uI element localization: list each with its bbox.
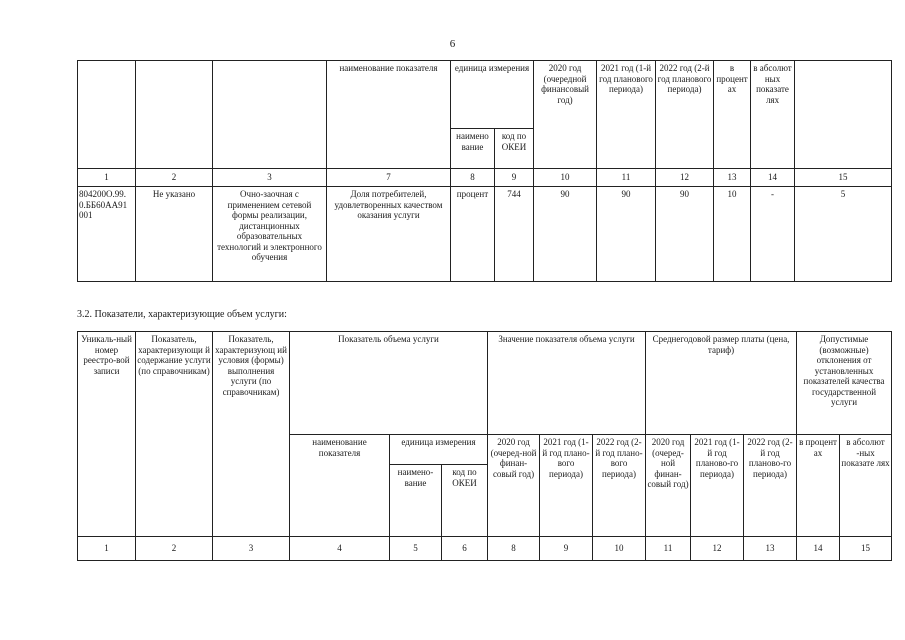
extra-value: 5: [795, 187, 892, 282]
col-number: 8: [451, 169, 495, 187]
value-2020: 90: [534, 187, 597, 282]
col-number: 10: [534, 169, 597, 187]
col-number: 12: [656, 169, 714, 187]
col-number: 2: [136, 169, 213, 187]
header-fee-2020: 2020 год (очеред-ной финан-совый год): [646, 435, 691, 537]
col-number: 11: [646, 537, 691, 561]
header-percent: в процент ах: [714, 61, 751, 169]
col-number: 13: [744, 537, 797, 561]
col-number: 5: [390, 537, 442, 561]
deviation-percent: 10: [714, 187, 751, 282]
quality-indicators-table: [77, 60, 892, 282]
header-cell-empty-2: [136, 61, 213, 169]
col-number: 15: [840, 537, 892, 561]
header-absolute: в абсолют ных показате лях: [751, 61, 795, 169]
section-title: 3.2. Показатели, характеризующие объем услуги:: [77, 309, 287, 320]
col-number: 7: [327, 169, 451, 187]
indicator-name: Доля потребителей, удовлетворенных качеством оказания услуги: [327, 187, 451, 282]
header-value-2020: 2020 год (очеред-ной финан-совый год): [488, 435, 540, 537]
service-content: Не указано: [136, 187, 213, 282]
header-fee-2021: 2021 год (1-й год планово-го периода): [691, 435, 744, 537]
col-number: 14: [797, 537, 840, 561]
header-fee: Среднегодовой размер платы (цена, тариф): [646, 332, 797, 435]
registry-number: 804200О.99. 0.ББ60АА91 001: [78, 187, 136, 282]
col-number: 1: [78, 169, 136, 187]
header-percent: в процент ах: [797, 435, 840, 537]
value-2021: 90: [597, 187, 656, 282]
col-number: 10: [593, 537, 646, 561]
volume-indicators-table: [77, 331, 892, 561]
header-indicator-name: наименование показателя: [327, 61, 451, 169]
header-unit-code: код по ОКЕИ: [495, 129, 534, 169]
header-value: Значение показателя объема услуги: [488, 332, 646, 435]
service-condition: Очно-заочная с применением сетевой формы реализации, дистанционных образовательных технологий и электронного обучения: [213, 187, 327, 282]
header-year-2020: 2020 год (очередной финансовый год): [534, 61, 597, 169]
col-number: 13: [714, 169, 751, 187]
header-absolute: в абсолют -ных показате лях: [840, 435, 892, 537]
unit-code: 744: [495, 187, 534, 282]
header-deviation: Допустимые (возможные) отклонения от установленных показателей качества государственной услуги: [797, 332, 892, 435]
header-cell-empty-1: [78, 61, 136, 169]
col-number: 9: [540, 537, 593, 561]
col-number: 14: [751, 169, 795, 187]
header-cell-empty-15: [795, 61, 892, 169]
col-number: 1: [78, 537, 136, 561]
header-cell-empty-3: [213, 61, 327, 169]
header-volume: Показатель объема услуги: [290, 332, 488, 435]
col-number: 8: [488, 537, 540, 561]
table-row: [78, 187, 892, 282]
page-number: 6: [449, 38, 456, 50]
header-unit: единица измерения: [390, 435, 488, 465]
header-unit-name: наимено-вание: [390, 465, 442, 537]
col-number: 3: [213, 169, 327, 187]
header-fee-2022: 2022 год (2-й год планово-го периода): [744, 435, 797, 537]
header-unit: единица измерения: [451, 61, 534, 129]
col-number: 3: [213, 537, 290, 561]
header-registry: Уникаль-ный номер реестро-вой записи: [78, 332, 136, 537]
col-number: 9: [495, 169, 534, 187]
header-unit-code: код по ОКЕИ: [442, 465, 488, 537]
header-value-2022: 2022 год (2-й год плано-вого периода): [593, 435, 646, 537]
col-number: 4: [290, 537, 390, 561]
header-content: Показатель, характеризующи й содержание услуги (по справочникам): [136, 332, 213, 537]
col-number: 11: [597, 169, 656, 187]
header-condition: Показатель, характеризующ ий условия (формы) выполнения услуги (по справочникам): [213, 332, 290, 537]
header-unit-name: наимено вание: [451, 129, 495, 169]
header-indicator-name: наименование показателя: [290, 435, 390, 537]
col-number: 12: [691, 537, 744, 561]
value-2022: 90: [656, 187, 714, 282]
header-year-2022: 2022 год (2-й год планового периода): [656, 61, 714, 169]
header-year-2021: 2021 год (1-й год планового периода): [597, 61, 656, 169]
col-number: 6: [442, 537, 488, 561]
col-number: 2: [136, 537, 213, 561]
deviation-absolute: -: [751, 187, 795, 282]
header-value-2021: 2021 год (1-й год плано-вого периода): [540, 435, 593, 537]
unit-name: процент: [451, 187, 495, 282]
col-number: 15: [795, 169, 892, 187]
